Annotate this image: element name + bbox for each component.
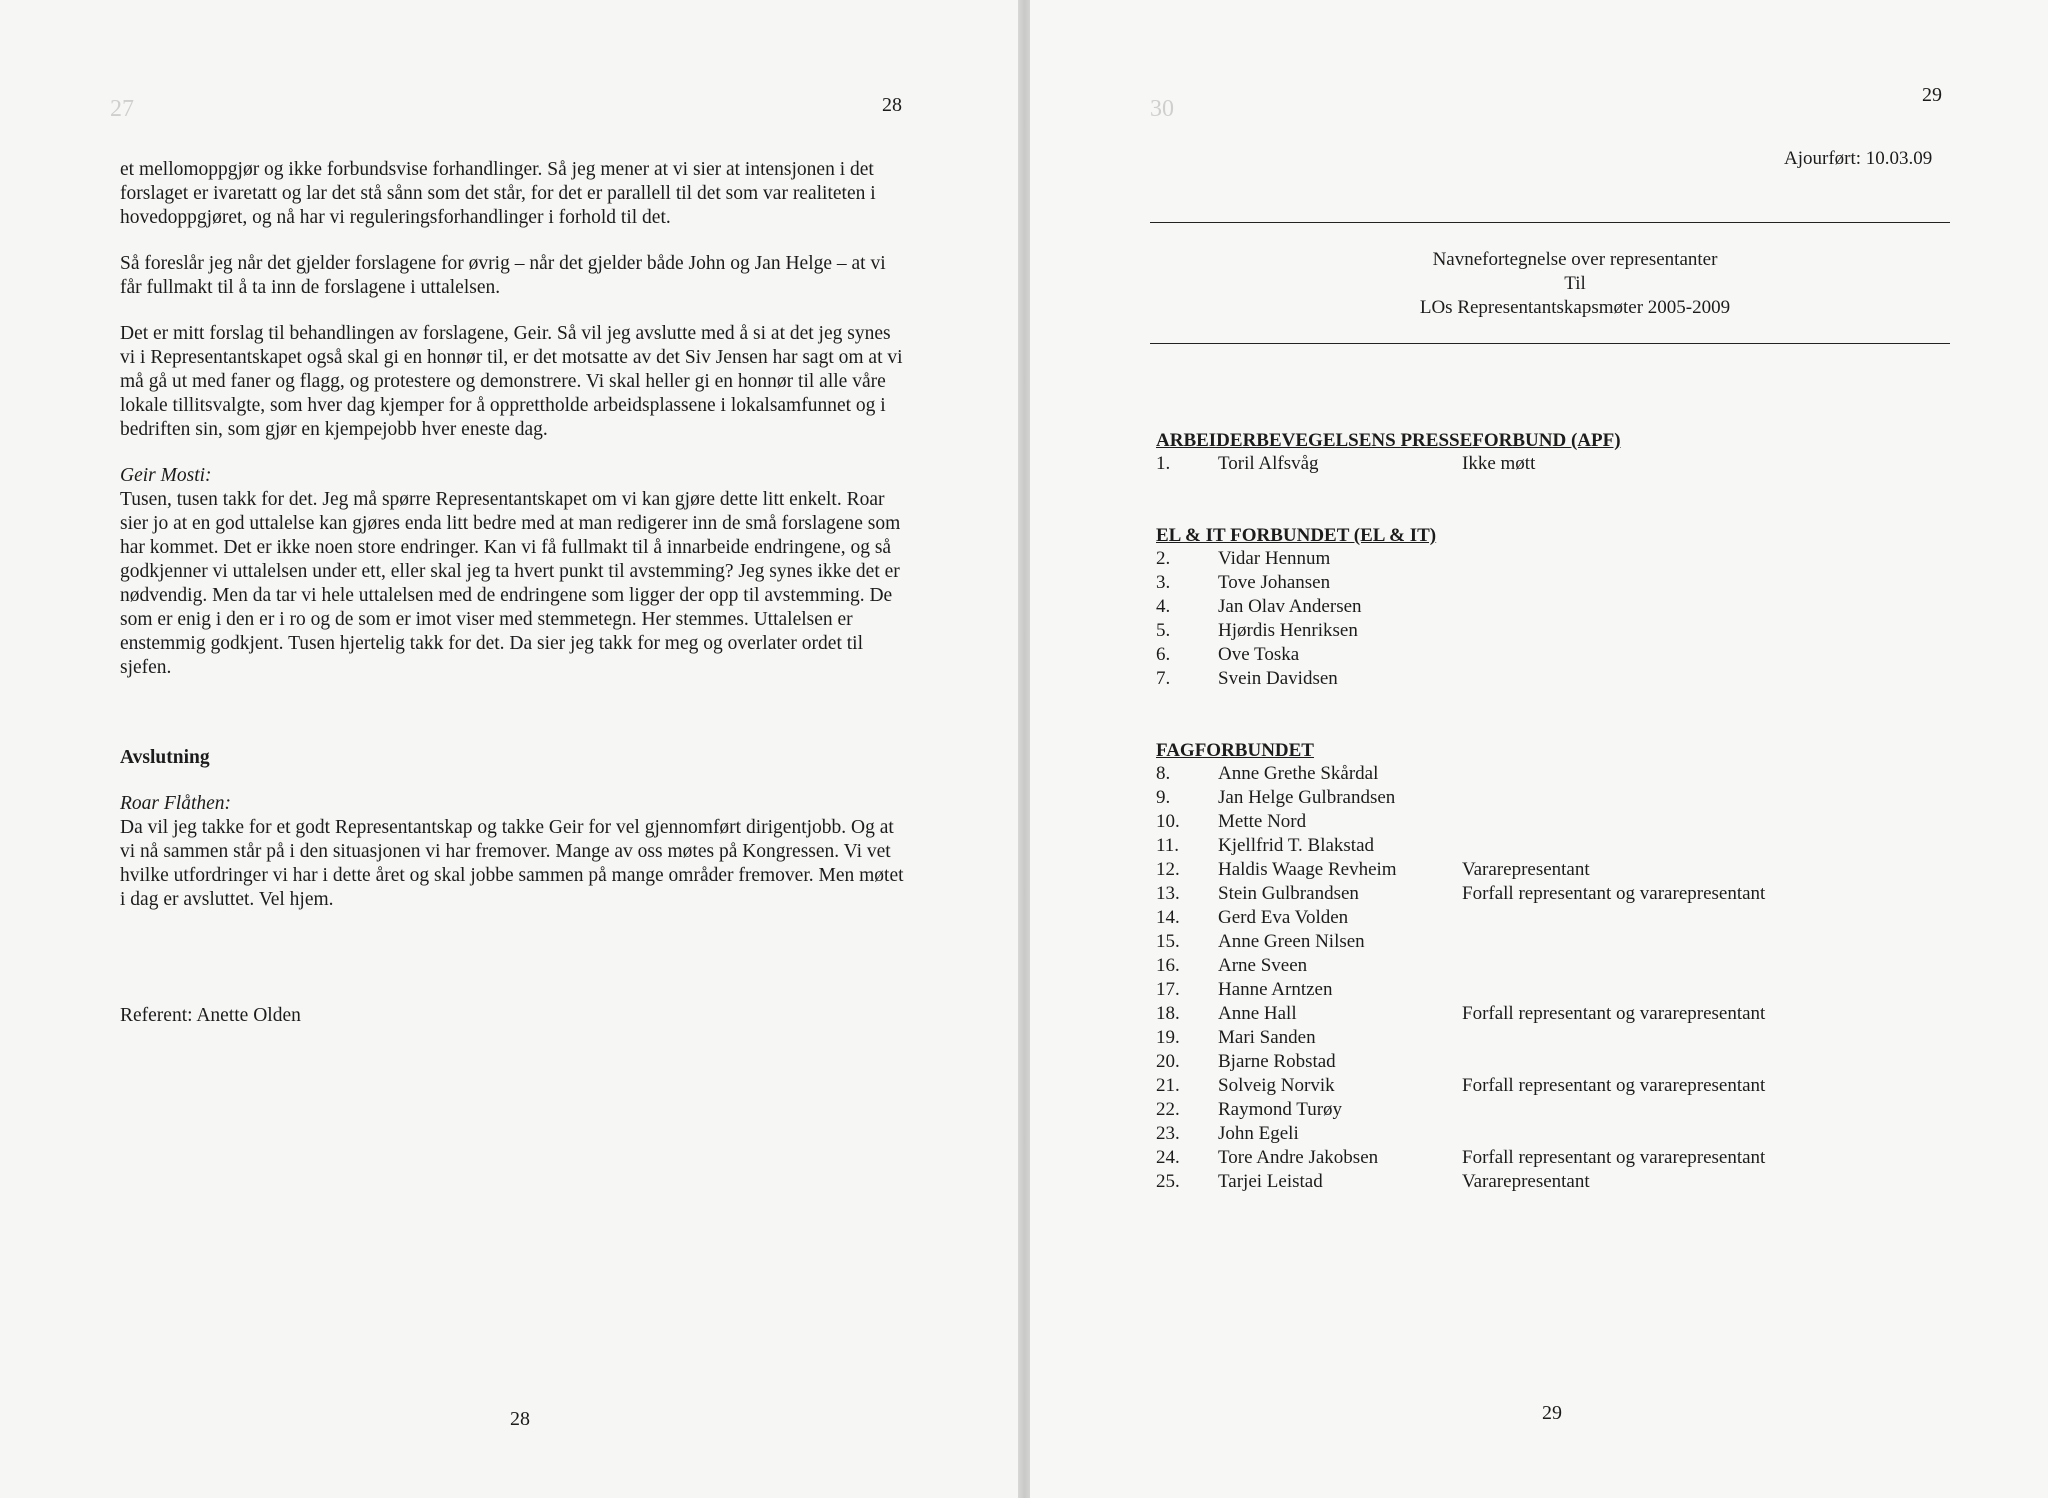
roster-row — [1156, 452, 1976, 476]
paragraph: et mellomoppgjør og ikke forbundsvise forhandlinger. Så jeg mener at vi sier at intensjonen i det forslaget er ivaretatt og lar det stå sånn som det står, for det er parallell til det som var realiteten i hovedoppgjøret, og nå har vi reguleringsforhandlinger i forhold til det. — [120, 159, 876, 228]
member-name: Raymond Turøy — [1218, 1099, 1343, 1120]
updated-date: Ajourført: 10.03.09 — [1784, 148, 1933, 169]
roster-row — [1156, 571, 1976, 595]
roster-row — [1156, 906, 1976, 930]
row-number: 22. — [1156, 1099, 1180, 1120]
transcript-body — [120, 158, 910, 1028]
member-name: Arne Sveen — [1218, 955, 1308, 976]
member-name: Anne Green Nilsen — [1218, 931, 1365, 952]
row-number: 11. — [1156, 835, 1180, 856]
roster-row — [1156, 786, 1976, 810]
member-name: Tore Andre Jakobsen — [1218, 1147, 1379, 1168]
divider-bottom — [1150, 343, 1950, 344]
row-number: 9. — [1156, 787, 1171, 808]
row-number: 15. — [1156, 931, 1180, 952]
member-name: Hjørdis Henriksen — [1218, 620, 1358, 641]
member-name: Anne Grethe Skårdal — [1218, 763, 1379, 784]
bleed-through-page-number: 27 — [110, 96, 134, 122]
member-name: Tove Johansen — [1218, 572, 1331, 593]
roster-row — [1156, 1026, 1976, 1050]
title-line: Til — [1564, 273, 1586, 294]
member-name: Anne Hall — [1218, 1003, 1297, 1024]
member-name: Solveig Norvik — [1218, 1075, 1335, 1096]
row-number: 14. — [1156, 907, 1180, 928]
row-number: 1. — [1156, 453, 1171, 474]
member-name: Jan Olav Andersen — [1218, 596, 1362, 617]
roster-row — [1156, 1002, 1976, 1026]
member-name: Jan Helge Gulbrandsen — [1218, 787, 1396, 808]
roster-row — [1156, 595, 1976, 619]
member-name: Haldis Waage Revheim — [1218, 859, 1397, 880]
section-heading-el-it: EL & IT FORBUNDET (EL & IT) — [1156, 525, 1437, 546]
member-name: Stein Gulbrandsen — [1218, 883, 1359, 904]
roster-row — [1156, 930, 1976, 954]
attendance-status: Ikke møtt — [1462, 453, 1536, 474]
member-name: Bjarne Robstad — [1218, 1051, 1336, 1072]
roster-row — [1156, 1146, 1976, 1170]
roster-row — [1156, 954, 1976, 978]
roster-row — [1156, 619, 1976, 643]
row-number: 3. — [1156, 572, 1171, 593]
speaker-name: Geir Mosti: — [120, 465, 212, 486]
roster-row — [1156, 858, 1976, 882]
roster-row — [1156, 810, 1976, 834]
attendance-status: Vararepresentant — [1462, 1171, 1590, 1192]
row-number: 16. — [1156, 955, 1180, 976]
member-name: Toril Alfsvåg — [1218, 453, 1319, 474]
row-number: 4. — [1156, 596, 1171, 617]
member-name: Ove Toska — [1218, 644, 1300, 665]
row-number: 12. — [1156, 859, 1180, 880]
member-name: John Egeli — [1218, 1123, 1299, 1144]
roster-row — [1156, 547, 1976, 571]
section-heading-fagforbundet: FAGFORBUNDET — [1156, 740, 1314, 761]
title-line: Navnefortegnelse over representanter — [1432, 249, 1718, 270]
page-number-bottom: 28 — [510, 1408, 530, 1430]
roster-row — [1156, 667, 1976, 691]
speaker-name: Roar Flåthen: — [120, 793, 232, 814]
roster-row — [1156, 882, 1976, 906]
paragraph: Da vil jeg takke for et godt Representantskap og takke Geir for vel gjennomført dirigentjobb. Og at vi nå sammen står på i den situasjonen vi har fremover. Mange av oss møtes på Kongressen. Vi vet hvilke utfordringer vi har i dette året og skal jobbe sammen på mange områder fremover. Men møtet i dag er avsluttet. Vel hjem. — [120, 817, 904, 910]
row-number: 18. — [1156, 1003, 1180, 1024]
row-number: 6. — [1156, 644, 1171, 665]
attendance-status: Forfall representant og vararepresentant — [1462, 1003, 1766, 1024]
member-name: Svein Davidsen — [1218, 668, 1338, 689]
section-heading-apf: ARBEIDERBEVEGELSENS PRESSEFORBUND (APF) — [1156, 430, 1621, 451]
roster-row — [1156, 1122, 1976, 1146]
row-number: 21. — [1156, 1075, 1180, 1096]
member-name: Hanne Arntzen — [1218, 979, 1333, 1000]
referent: Referent: Anette Olden — [120, 1005, 301, 1026]
row-number: 19. — [1156, 1027, 1180, 1048]
roster-row — [1156, 1170, 1976, 1194]
divider-top — [1150, 222, 1950, 223]
attendance-status: Forfall representant og vararepresentant — [1462, 1075, 1766, 1096]
paragraph: Tusen, tusen takk for det. Jeg må spørre Representantskapet om vi kan gjøre dette litt enkelt. Roar sier jo at en god uttalelse kan gjøres enda litt bedre med at man redigerer inn de små forslagene som har kommet. Det er ikke noen store endringer. Kan vi få fullmakt til å innarbeide endringene, og så godkjenner vi uttalelsen under ett, eller skal jeg ta hvert punkt til avstemming? Jeg synes ikke det er nødvendig. Men da tar vi hele uttalelsen med de endringene som ligger der opp til avstemming. De som er enig i den er i ro og de som er imot viser med stemmetegn. Her stemmes. Uttalelsen er enstemmig godkjent. Tusen hjertelig takk for det. Da sier jeg takk for meg og overlater ordet til sjefen. — [120, 489, 901, 678]
row-number: 24. — [1156, 1147, 1180, 1168]
row-number: 8. — [1156, 763, 1171, 784]
roster-row — [1156, 978, 1976, 1002]
row-number: 2. — [1156, 548, 1171, 569]
page-number-top: 29 — [1922, 84, 1942, 106]
row-number: 20. — [1156, 1051, 1180, 1072]
member-name: Vidar Hennum — [1218, 548, 1331, 569]
title-line: LOs Representantskapsmøter 2005-2009 — [1419, 297, 1731, 318]
row-number: 13. — [1156, 883, 1180, 904]
row-number: 10. — [1156, 811, 1180, 832]
attendance-status: Forfall representant og vararepresentant — [1462, 883, 1766, 904]
roster-row — [1156, 762, 1976, 786]
member-name: Tarjei Leistad — [1218, 1171, 1323, 1192]
left-page — [0, 0, 1022, 1498]
row-number: 7. — [1156, 668, 1171, 689]
page-number-bottom: 29 — [1542, 1402, 1562, 1424]
row-number: 5. — [1156, 620, 1171, 641]
roster-row — [1156, 1050, 1976, 1074]
roster-row — [1156, 643, 1976, 667]
section-heading: Avslutning — [120, 747, 210, 768]
paragraph: Så foreslår jeg når det gjelder forslagene for øvrig – når det gjelder både John og Jan Helge – at vi får fullmakt til å ta inn de forslagene i uttalelsen. — [120, 253, 886, 298]
member-name: Mette Nord — [1218, 811, 1307, 832]
member-name: Kjellfrid T. Blakstad — [1218, 835, 1375, 856]
roster-row — [1156, 1074, 1976, 1098]
page-number-top: 28 — [882, 94, 902, 116]
bleed-through-page-number: 30 — [1150, 96, 1174, 122]
document-title — [1350, 248, 1800, 320]
row-number: 23. — [1156, 1123, 1180, 1144]
attendance-status: Forfall representant og vararepresentant — [1462, 1147, 1766, 1168]
paragraph: Det er mitt forslag til behandlingen av forslagene, Geir. Så vil jeg avslutte med å si at det jeg synes vi i Representantskapet også skal gi en honnør til, er det motsatte av det Siv Jensen har sagt om at vi må gå ut med faner og flagg, og protestere og demonstrere. Vi skal heller gi en honnør til alle våre lokale tillitsvalgte, som hver dag kjemper for å opprettholde arbeidsplassene i lokalsamfunnet og i bedriften sin, som gjør en kjempejobb hver eneste dag. — [120, 323, 903, 440]
roster-row — [1156, 1098, 1976, 1122]
attendance-status: Vararepresentant — [1462, 859, 1590, 880]
roster-row — [1156, 834, 1976, 858]
row-number: 17. — [1156, 979, 1180, 1000]
row-number: 25. — [1156, 1171, 1180, 1192]
member-name: Mari Sanden — [1218, 1027, 1316, 1048]
member-name: Gerd Eva Volden — [1218, 907, 1349, 928]
